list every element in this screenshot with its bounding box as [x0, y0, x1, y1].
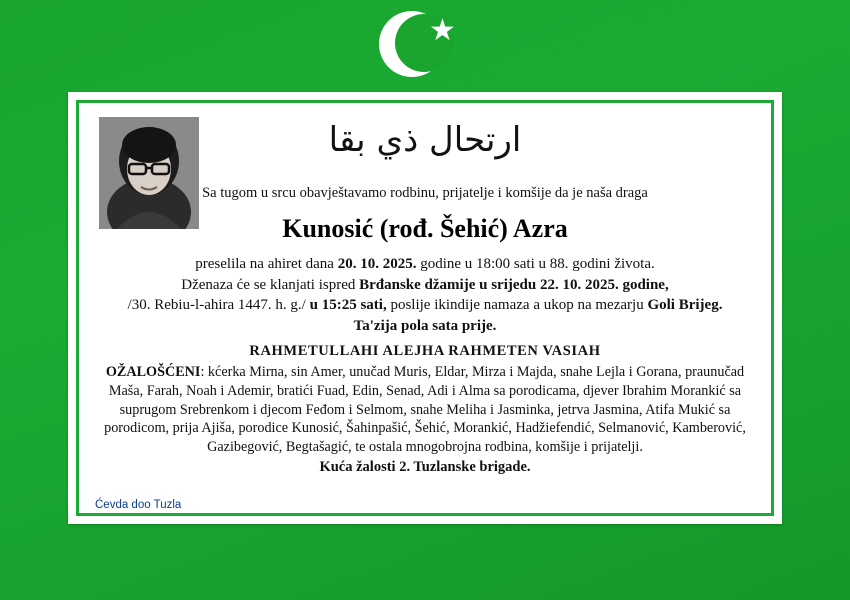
mourners-names: : kćerka Mirna, sin Amer, unučad Muris, Eldar, Mirza i Majda, snahe Lejla i Gorana, praunučad Maša, Farah, Noah i Ademir, bratići Fuad, Edin, Senad, Adi i Alma sa porodicama, djever Ibrahim Morankić sa suprugom Srebrenkom i djecom Feđom i Selmom, snahe Meliha i Jasminka, jetrva Jasmina, Atifa Mukić sa porodicom, prija Ajiša, porodice Kunosić, Šahinpašić, Šehić, Morankić, Hadžiefendić, Selmanović, Kamberović, Gazibegović, Begtašagić, te ostala mnogobrojna rodbina, komšije i prijatelji.: [104, 363, 746, 456]
crescent-star-emblem: [379, 11, 471, 83]
notice-inner-border: [76, 100, 774, 516]
tazija-line: Ta'zija pola sata prije.: [353, 318, 497, 335]
funeral-time-line: [97, 295, 753, 316]
funeral-time: u 15:25 sati,: [309, 297, 387, 314]
mourners-label: OŽALOŠĆENI: [105, 363, 201, 380]
funeral-location-line: [97, 275, 753, 296]
deceased-name: Kunosić (rođ. Šehić) Azra: [282, 214, 568, 243]
portrait-photo: [99, 117, 199, 229]
house-of-mourning: Kuća žalosti 2. Tuzlanske brigade.: [319, 459, 531, 476]
hijri-date: /30. Rebiu-l-ahira 1447. h. g./: [127, 297, 310, 314]
death-date-line: [97, 254, 753, 275]
mourners-list: [97, 363, 753, 457]
funeral-place-date: Brđanske džamije u srijedu 22. 10. 2025. godine,: [359, 276, 669, 293]
portrait-illustration: [99, 117, 199, 229]
death-line-suffix: godine u 18:00 sati u 88. godini života.: [416, 256, 655, 272]
death-line-prefix: preselila na ahiret dana: [195, 256, 338, 272]
burial-prefix: poslije ikindije namaza a ukop na mezarju: [386, 297, 648, 314]
intro-text: Sa tugom u srcu obavještavamo rodbinu, prijatelje i komšije da je naša draga: [202, 185, 648, 201]
funeral-line-prefix: Dženaza će se klanjati ispred: [181, 276, 360, 293]
death-date: 20. 10. 2025.: [337, 256, 417, 272]
dua-text: RAHMETULLAHI ALEJHA RAHMETEN VASIAH: [249, 342, 601, 359]
notice-card: [68, 92, 782, 524]
islamic-emblem: [0, 8, 850, 86]
printer-credit: Ćevda doo Tuzla: [95, 499, 182, 511]
arabic-calligraphy-header: ارتحال ذي بقا: [328, 120, 522, 160]
cemetery-name: Goli Brijeg.: [647, 297, 723, 314]
